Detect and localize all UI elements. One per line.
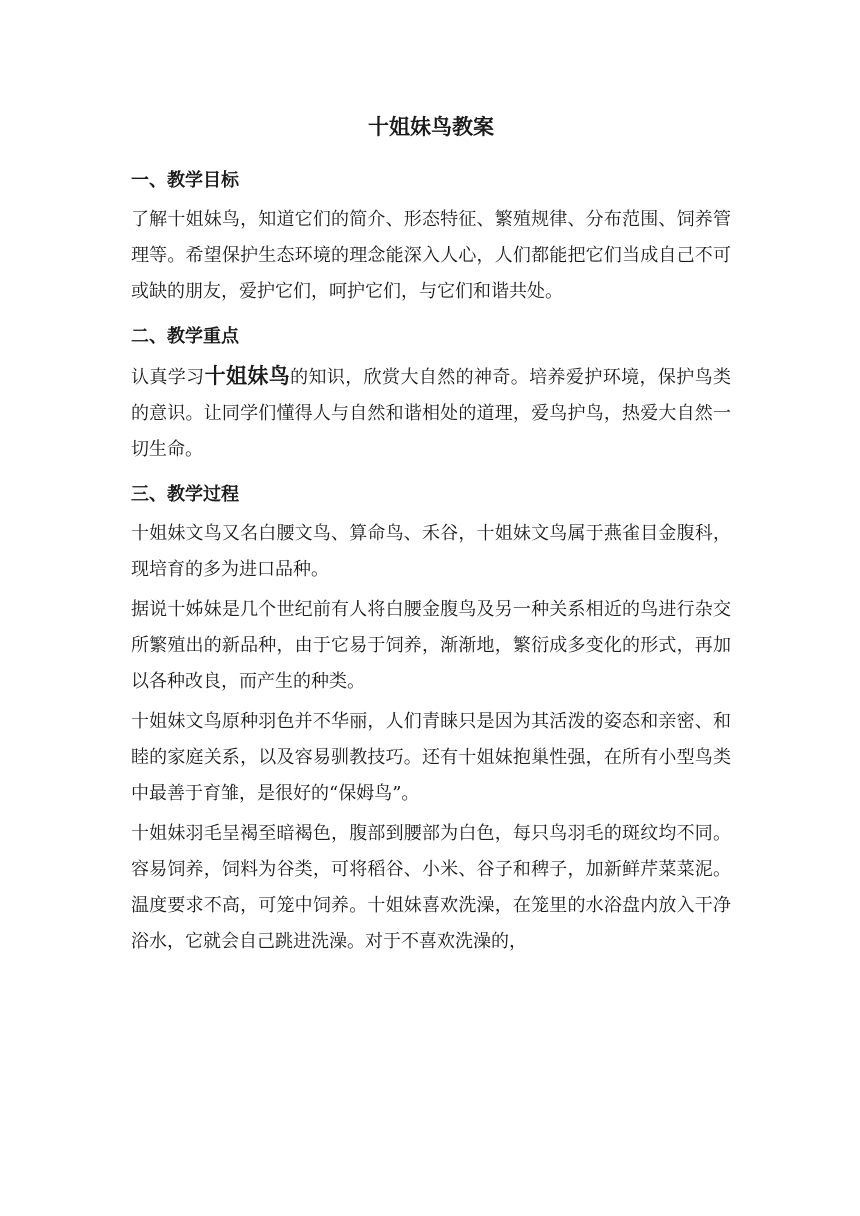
- section-heading-goals: 一、教学目标: [131, 170, 239, 191]
- document-body: [131, 110, 731, 964]
- paragraph-goals: 了解十姐妹鸟，知道它们的简介、形态特征、繁殖规律、分布范围、饲养管理等。希望保护生态环境的理念能深入人心，人们都能把它们当成自己不可或缺的朋友，爱护它们，呵护它们，与它们和谐共处。: [131, 209, 731, 302]
- section-heading-focus: 二、教学重点: [131, 326, 239, 347]
- document-title: 十姐妹鸟教案: [368, 115, 494, 139]
- focus-emphasis: 十姐妹鸟: [204, 364, 291, 388]
- paragraph-process-2: 据说十姊妹是几个世纪前有人将白腰金腹鸟及另一种关系相近的鸟进行杂交所繁殖出的新品种，由于它易于饲养，渐渐地，繁衍成多变化的形式，再加以各种改良，而产生的种类。: [131, 599, 731, 692]
- focus-text-after: 的知识，欣赏大自然的神奇。培养爱护环境，保护鸟类的意识。让同学们懂得人与自然和谐相处的道理，爱鸟护鸟，热爱大自然一切生命。: [131, 367, 732, 460]
- paragraph-process-1: 十姐妹文鸟又名白腰文鸟、算命鸟、禾谷，十姐妹文鸟属于燕雀目金腹科，现培育的多为进口品种。: [131, 523, 731, 580]
- paragraph-process-3: 十姐妹文鸟原种羽色并不华丽，人们青睐只是因为其活泼的姿态和亲密、和睦的家庭关系，以及容易驯教技巧。还有十姐妹抱巢性强，在所有小型鸟类中最善于育雏，是很好的“保姆鸟”。: [131, 711, 731, 804]
- section-heading-process: 三、教学过程: [131, 484, 239, 505]
- focus-text-before: 认真学习: [131, 367, 205, 388]
- paragraph-focus: [131, 358, 731, 468]
- paragraph-process-4: 十姐妹羽毛呈褐至暗褐色，腹部到腰部为白色，每只鸟羽毛的斑纹均不同。容易饲养，饲料为谷类，可将稻谷、小米、谷子和稗子，加新鲜芹菜菜泥。温度要求不高，可笼中饲养。十姐妹喜欢洗澡，在笼里的水浴盘内放入干净浴水，它就会自己跳进洗澡。对于不喜欢洗澡的，: [131, 823, 731, 952]
